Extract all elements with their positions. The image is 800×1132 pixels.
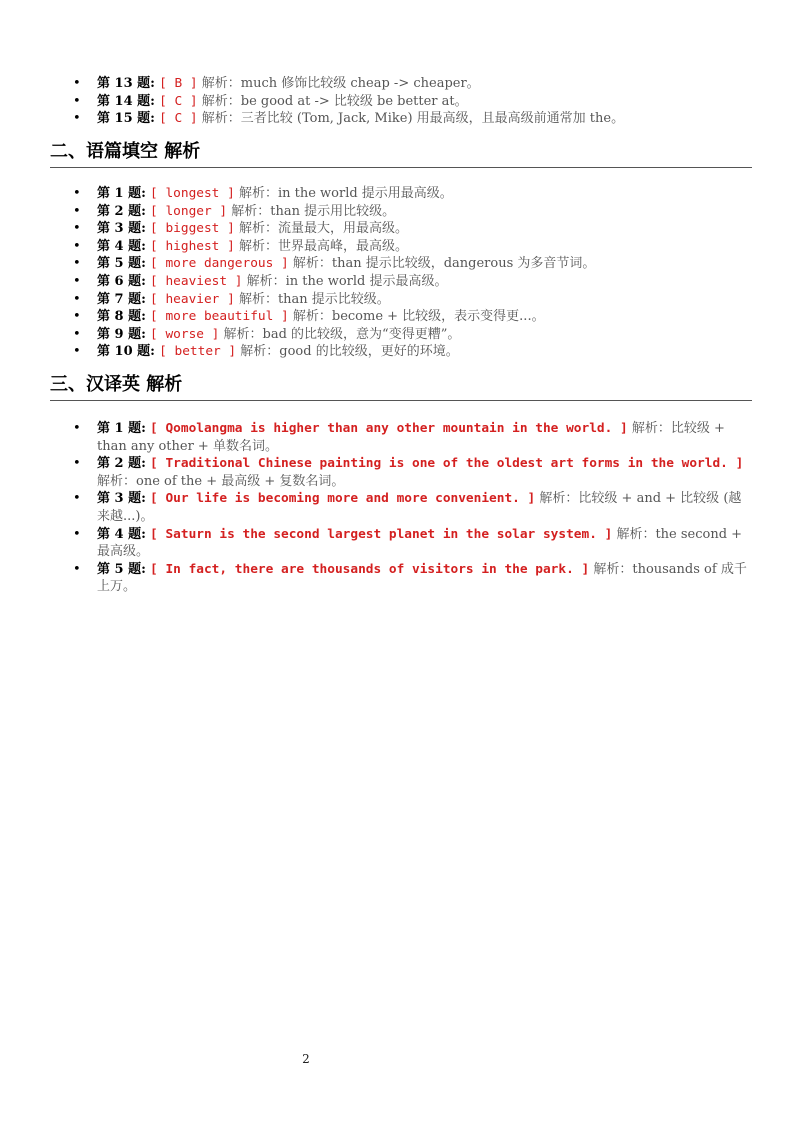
question-number: 第 2 题: xyxy=(97,456,146,472)
question-number: 第 9 题: xyxy=(97,326,146,342)
answer: [ more beautiful ] xyxy=(150,309,289,325)
answer: [ heavier ] xyxy=(150,291,235,307)
explanation: 解析：三者比较 (Tom, Jack, Mike) 用最高级，且最高级前通常加 the。 xyxy=(201,111,625,127)
question-number: 第 1 题: xyxy=(97,421,146,436)
answer: [ biggest ] xyxy=(150,221,235,237)
explanation: 解析：比较级 + and + 比较级 (越来越...)。 xyxy=(97,491,742,524)
list-item xyxy=(64,273,754,291)
explanation: 解析：the second + 最高级。 xyxy=(97,526,743,560)
list-item xyxy=(64,291,754,309)
list-item xyxy=(64,455,754,490)
explanation: 解析：in the world 提示用最高级。 xyxy=(238,186,453,201)
question-number: 第 2 题: xyxy=(97,203,146,219)
question-number: 第 5 题: xyxy=(97,561,146,577)
answer: [ worse ] xyxy=(150,326,220,342)
answer: [ Qomolangma is higher than any other mountain in the world. ] xyxy=(150,421,628,436)
explanation: 解析：流量最大，用最高级。 xyxy=(238,221,408,237)
question-number: 第 3 题: xyxy=(97,491,146,507)
answer: [ heaviest ] xyxy=(150,273,243,289)
list-item xyxy=(64,75,754,93)
answer: [ Our life is becoming more and more convenient. ] xyxy=(150,491,536,507)
list-item xyxy=(64,185,754,203)
list-item xyxy=(64,255,754,273)
explanation: 解析：than 提示用比较级。 xyxy=(231,203,396,219)
list-item xyxy=(64,110,754,128)
answer: [ better ] xyxy=(159,344,237,360)
list-item xyxy=(64,420,754,455)
answer: [ longest ] xyxy=(150,186,235,201)
answer: [ C ] xyxy=(159,111,198,127)
explanation: 解析：than 提示比较级，dangerous 为多音节词。 xyxy=(292,256,596,272)
list-item xyxy=(64,93,754,111)
question-number: 第 7 题: xyxy=(97,291,146,307)
answer: [ Traditional Chinese painting is one of the oldest art forms in the world. ] xyxy=(150,456,744,472)
question-number: 第 4 题: xyxy=(97,526,146,542)
list-item xyxy=(64,526,754,561)
list-item xyxy=(64,490,754,525)
question-number: 第 6 题: xyxy=(97,273,146,289)
answer: [ C ] xyxy=(159,93,198,109)
answer-list-top xyxy=(64,75,754,128)
answer: [ more dangerous ] xyxy=(150,256,289,272)
question-number: 第 14 题: xyxy=(97,93,155,109)
answer: [ B ] xyxy=(159,76,198,91)
list-item xyxy=(64,203,754,221)
explanation: 解析：in the world 提示最高级。 xyxy=(246,273,448,289)
explanation: 解析：good 的比较级，更好的环境。 xyxy=(240,344,459,360)
question-number: 第 13 题: xyxy=(97,76,155,91)
explanation: 解析：than 提示比较级。 xyxy=(238,291,390,307)
list-item xyxy=(64,326,754,344)
explanation: 解析：one of the + 最高级 + 复数名词。 xyxy=(97,473,345,489)
explanation: 解析：be good at -> 比较级 be better at。 xyxy=(201,93,468,109)
answer: [ In fact, there are thousands of visitors in the park. ] xyxy=(150,561,590,577)
answer: [ highest ] xyxy=(150,238,235,254)
answer: [ longer ] xyxy=(150,203,228,219)
question-number: 第 8 题: xyxy=(97,309,146,325)
explanation: 解析：世界最高峰，最高级。 xyxy=(238,238,408,254)
question-number: 第 3 题: xyxy=(97,221,146,237)
explanation: 解析：bad 的比较级，意为“变得更糟”。 xyxy=(223,326,461,342)
question-number: 第 5 题: xyxy=(97,256,146,272)
explanation: 解析：比较级 + than any other + 单数名词。 xyxy=(97,421,725,454)
list-item xyxy=(64,343,754,361)
answer: [ Saturn is the second largest planet in the solar system. ] xyxy=(150,526,613,542)
question-number: 第 4 题: xyxy=(97,238,146,254)
answer-list-cloze xyxy=(64,185,754,361)
answer-list-translation xyxy=(64,420,754,596)
section-heading-cloze: 二、语篇填空 解析 xyxy=(50,141,752,168)
question-number: 第 15 题: xyxy=(97,111,155,127)
list-item xyxy=(64,561,754,596)
list-item xyxy=(64,220,754,238)
explanation: 解析：thousands of 成千上万。 xyxy=(97,561,747,595)
explanation: 解析：become + 比较级，表示变得更...。 xyxy=(292,309,545,325)
section-heading-translation: 三、汉译英 解析 xyxy=(50,374,752,401)
question-number: 第 1 题: xyxy=(97,186,146,201)
question-number: 第 10 题: xyxy=(97,344,155,360)
page-number: 2 xyxy=(302,1052,310,1066)
list-item xyxy=(64,238,754,256)
list-item xyxy=(64,308,754,326)
explanation: 解析：much 修饰比较级 cheap -> cheaper。 xyxy=(201,76,480,91)
